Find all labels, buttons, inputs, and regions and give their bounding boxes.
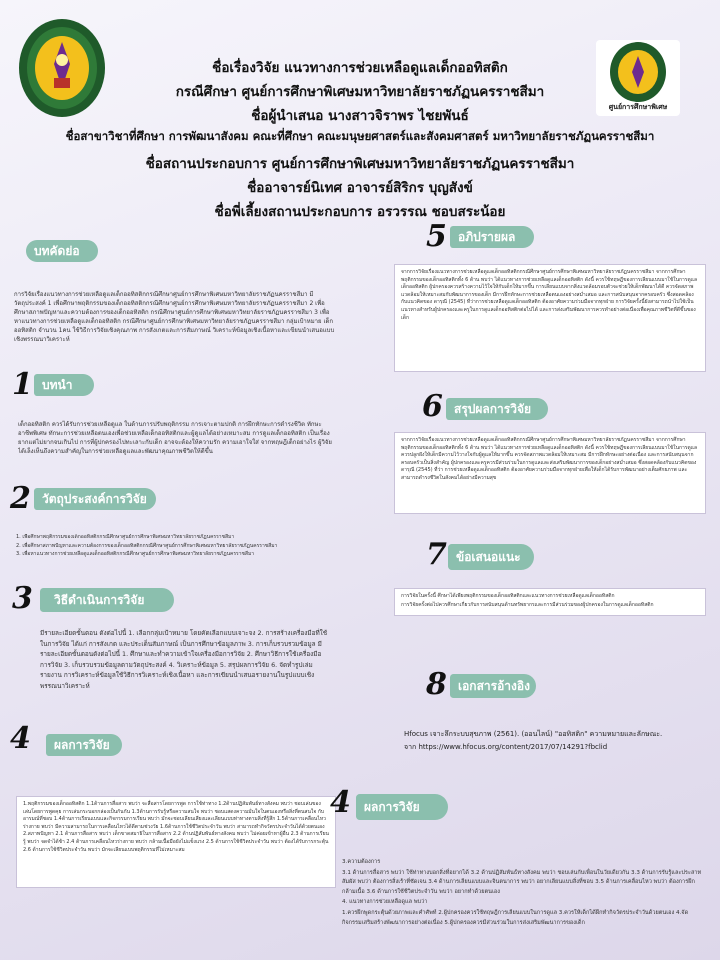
- conclusion-number: 6: [422, 389, 443, 424]
- recommendations-list: [394, 588, 706, 616]
- objective-item: 2. เพื่อศึกษาสภาพปัญหาและความต้องการของเด็กออทิสติกกรณีศึกษาศูนย์การศึกษาพิเศษมหาวิทยาลัยราชภัฏนครราชสีมา: [16, 542, 278, 549]
- results-right-heading: ผลการวิจัย: [356, 794, 448, 820]
- results-right-number: 4: [330, 785, 351, 820]
- mentor-line: ชื่อพี่เลี้ยงสถานประกอบการ อรวรรณ ชอบสระน้อย: [214, 204, 506, 220]
- conclusion-text: จากการวิจัยเรื่องแนวทางการช่วยเหลือดูแลเด็กออทิสติกกรณีศึกษาศูนย์การศึกษาพิเศษมหาวิทยาลัยราชภัฏนครราชสีมา จากการศึกษา พฤติกรรมของเด็กออทิสติกทั้ง 6 ด้าน พบว่า ได้แนวทางการช่วยเหลือดูแลเด็กออทิสติก ดังนี้ ควรใช้ทฤษฎีของการเลียนแบบมาใช้ในการดูแล ควรปลูกฝังให้เด็กมีความไว้วางใจกับผู้ดูแลให้มากขึ้น ควรจัดสภาพแวดล้อมให้เหมาะสม มีการฝึกทักษะอย่างต่อเนื่อง และการสนับสนุนจากครอบครัวเป็นสิ่งสำคัญ ผู้ปกครองและครูควรมีส่วนร่วมในการดูแลและส่งเสริมพัฒนาการของเด็กอย่างสม่ำเสมอ ซึ่งสอดคล้องกับแนวคิดของ ดารุณี (2545) ที่ว่า การช่วยเหลือดูแลเด็กออทิสติก ต้องอาศัยความร่วมมือจากทุกฝ่ายเพื่อให้เด็กได้รับการพัฒนาอย่างเต็มศักยภาพ และสามารถดำรงชีวิตในสังคมได้อย่างมีความสุข: [394, 432, 706, 514]
- objectives-list: [16, 534, 336, 568]
- references-heading: เอกสารอ้างอิง: [450, 674, 536, 698]
- recommendations-heading: ข้อเสนอแนะ: [448, 544, 534, 570]
- method-heading: วิธีดำเนินการวิจัย: [40, 588, 174, 612]
- field-of-study-line: ชื่อสาขาวิชาที่ศึกษา การพัฒนาสังคม คณะที่ศึกษา คณะมนุษยศาสตร์และสังคมศาสตร์ มหาวิทยาลัยราชภัฏนครราชสีมา: [65, 129, 655, 143]
- reference-line: Hfocus เจาะลึกระบบสุขภาพ (2561). (ออนไลน์) "ออทิสติก" ความหมายและลักษณะ.: [404, 730, 663, 738]
- results-left-heading: ผลการวิจัย: [46, 734, 122, 756]
- result-line: 3.1 ด้านการสื่อสาร พบว่า ใช้ท่าทางบอกสิ่งที่อยากได้ 3.2 ด้านปฏิสัมพันธ์ทางสังคม พบว่า ชอบเล่นกับเพื่อนในวัยเดียวกัน 3.3 ด้านการรับรู้และประสาทสัมผัส พบว่า ต้องการสิ่งเร้าที่ชัดเจน 3.4 ด้านการเลียนแบบและจินตนาการ พบว่า อยากเลียนแบบสิ่งที่ชอบ 3.5 ด้านการเคลื่อนไหว พบว่า ต้องการฝึกกล้ามเนื้อ 3.6 ด้านการใช้ชีวิตประจำวัน พบว่า อยากทำด้วยตนเอง: [342, 869, 702, 895]
- case-study-line: กรณีศึกษา ศูนย์การศึกษาพิเศษมหาวิทยาลัยราชภัฏนครราชสีมา: [175, 84, 545, 100]
- method-text: มีรายละเอียดขั้นตอน ดังต่อไปนี้ 1. เลือกกลุ่มเป้าหมาย โดยคัดเลือกแบบเจาะจง 2. การสร้างเครื่องมือที่ใช้ในการวิจัย ได้แก่ การสังเกต และประเด็นสัมภาษณ์ เป็นการศึกษาข้อมูลภาพ 3. การเก็บรวบรวมข้อมูล มีรายละเอียดขั้นตอนดังต่อไปนี้ 1. ศึกษาและทำความเข้าใจเครื่องมือการวิจัย 2. ศึกษาวิธีการใช้เครื่องมือการวิจัย 3. เก็บรวบรวมข้อมูลตามวัตถุประสงค์ 4. วิเคราะห์ข้อมูล 5. สรุปผลการวิจัย 6. จัดทำรูปเล่มรายงาน การวิเคราะห์ข้อมูลใช้วิธีการวิเคราะห์เชิงเนื้อหา และการเขียนนำเสนอรายงานในรูปแบบเชิงพรรณนาวิเคราะห์: [40, 629, 328, 690]
- discussion-number: 5: [426, 219, 447, 254]
- objective-item: 3. เพื่อหาแนวทางการช่วยเหลือดูแลเด็กออทิสติกกรณีศึกษาศูนย์การศึกษาพิเศษมหาวิทยาลัยราชภัฏนครราชสีมา: [16, 551, 255, 558]
- recommendations-number: 7: [426, 537, 447, 572]
- result-line: 1.ควรฝึกพูดกระตุ้นด้วยภาพและคำศัพท์ 2.ผู้ปกครองควรใช้ทฤษฎีการเลียนแบบในการดูแล 3.ควรให้เด็กได้ฝึกทำกิจวัตรประจำวันด้วยตนเอง 4.จัดกิจกรรมเสริมสร้างพัฒนาการอย่างต่อเนื่อง 5.ผู้ปกครองควรมีส่วนร่วมในการส่งเสริมพัฒนาการของเด็ก: [342, 909, 689, 926]
- references-list: [404, 728, 704, 764]
- results-right-text: [342, 858, 704, 946]
- objectives-heading: วัตถุประสงค์การวิจัย: [34, 488, 156, 510]
- result-line: 4. แนวทางการช่วยเหลือดูแล พบว่า: [342, 899, 428, 906]
- references-number: 8: [426, 667, 447, 702]
- advisor-line: ชื่ออาจารย์นิเทศ อาจารย์สิริกร บุญสังข์: [247, 180, 473, 196]
- abstract-text: การวิจัยเรื่องแนวทางการช่วยเหลือดูแลเด็กออทิสติกกรณีศึกษาศูนย์การศึกษาพิเศษมหาวิทยาลัยราชภัฏนครราชสีมา มีวัตถุประสงค์ 1 เพื่อศึกษาพฤติกรรมของเด็กออทิสติกกรณีศึกษาศูนย์การศึกษาพิเศษมหาวิทยาลัยราชภัฏนครราชสีมา 2 เพื่อศึกษาสภาพปัญหาและความต้องการของเด็กออทิสติก กรณีศึกษาศูนย์การศึกษาพิเศษมหาวิทยาลัยราชภัฏนครราชสีมา 3 เพื่อหาแนวทางการช่วยเหลือดูแลเด็กออทิสติก กรณีศึกษาศูนย์การศึกษาพิเศษมหาวิทยาลัยราชภัฏนครราชสีมา กลุ่มเป้าหมาย เด็กออทิสติก จำนวน 1คน ใช้วิธีการวิจัยเชิงคุณภาพ การสังเกตและการสัมภาษณ์ วิเคราะห์ข้อมูลเชิงเนื้อหาและเขียนนำเสนอแบบเชิงพรรณนาวิเคราะห์: [14, 291, 335, 343]
- results-left-number: 4: [10, 721, 31, 756]
- workplace-line: ชื่อสถานประกอบการ ศูนย์การศึกษาพิเศษมหาวิทยาลัยราชภัฏนครราชสีมา: [145, 156, 575, 172]
- intro-heading: บทนำ: [34, 374, 94, 396]
- presenter-line: ชื่อผู้นำเสนอ นางสาวจิราพร ไชยพันธ์: [251, 108, 469, 124]
- results-left-text: 1.พฤติกรรมของเด็กออทิสติก 1.1ด้านการสื่อสาร พบว่า จะสื่อสารโดยการพูด การใช้ท่าทาง 1.2ด้านปฏิสัมพันธ์ทางสังคม พบว่า ชอบเล่นของเล่นโดยการพูดคุย การเล่นกระบอกกล่องเป็นกันกัน 1.3ด้านการรับรู้หรือความสนใจ พบว่า ชอบแสดงความมั่นใจในตนเองหรือสิ่งที่ตนสนใจ กับอารมณ์ที่ชอบ 1.4ด้านการเรียนแบบและกิจกรรมการเรียน พบว่า มักจะชอบเลียนเสียงและเลียนแบบท่าทางตามสิ่งที่รู้สึก 1.5ด้านการเคลื่อนไหวร่างกาย พบว่า มีความสามารถในการเคลื่อนไหวได้ดีตามช่วงวัย 1.6ด้านการใช้ชีวิตประจำวัน พบว่า สามารถทำกิจวัตรประจำวันได้ด้วยตนเอง 2.สภาพปัญหา 2.1 ด้านการสื่อสาร พบว่า เด็กขาดสมาธิในการสื่อสาร 2.2 ด้านปฏิสัมพันธ์ทางสังคม พบว่า ไม่ค่อยเข้าหาผู้อื่น 2.3 ด้านการเรียนรู้ พบว่า จดจำได้ช้า 2.4 ด้านการเคลื่อนไหวร่างกาย พบว่า กล้ามเนื้อมือยังไม่แข็งแรง 2.5 ด้านการใช้ชีวิตประจำวัน พบว่า ต้องได้รับการกระตุ้น 2.6 ด้านการใช้ชีวิตประจำวัน พบว่า มักจะเลียนแบบพฤติกรรมที่ไม่เหมาะสม: [16, 796, 336, 888]
- objective-item: 1. เพื่อศึกษาพฤติกรรมของเด็กออทิสติกกรณีศึกษาศูนย์การศึกษาพิเศษมหาวิทยาลัยราชภัฏนครราชสีมา: [16, 534, 235, 540]
- objectives-number: 2: [10, 481, 31, 516]
- method-number: 3: [12, 581, 33, 616]
- result-line: 3.ความต้องการ: [342, 859, 381, 865]
- abstract-heading: บทคัดย่อ: [26, 240, 98, 262]
- discussion-heading: อภิปรายผล: [450, 226, 534, 248]
- discussion-text: จากการวิจัยเรื่องแนวทางการช่วยเหลือดูแลเด็กออทิสติกกรณีศึกษาศูนย์การศึกษาพิเศษมหาวิทยาลัยราชภัฏนครราชสีมา จากการศึกษาพฤติกรรมของเด็กออทิสติกทั้ง 6 ด้าน พบว่า ได้แนวทางการช่วยเหลือดูแลเด็กออทิสติก ดังนี้ ควรใช้ทฤษฎีของการเลียนแบบมาใช้ในการดูแลเด็กออทิสติก ผู้ปกครองควรสร้างความไว้ใจให้กับเด็กให้มากขึ้น การเลียนแบบจากสิ่งแวดล้อมรอบตัวจะช่วยให้เด็กพัฒนาได้ดี ควรจัดสภาพแวดล้อมให้เหมาะสมกับพัฒนาการของเด็ก มีการฝึกทักษะการช่วยเหลือตนเองอย่างสม่ำเสมอ และการสนับสนุนจากครอบครัว ซึ่งสอดคล้องกับแนวคิดของ ดารุณี (2545) ที่ว่าการช่วยเหลือดูแลเด็กออทิสติก ต้องอาศัยความร่วมมือจากทุกฝ่าย การวิจัยครั้งนี้ยังสามารถนำไปใช้เป็นแนวทางสำหรับผู้ปกครองและครูในการดูแลเด็กออทิสติกต่อไปได้ และการส่งเสริมพัฒนาการควรทำอย่างต่อเนื่องเพื่อคุณภาพชีวิตที่ดีขึ้นของเด็ก: [394, 264, 706, 372]
- reference-url: จาก https://www.hfocus.org/content/2017/07/14291?fbclid: [404, 743, 608, 751]
- conclusion-heading: สรุปผลการวิจัย: [446, 398, 548, 420]
- recommendation-item: การวิจัยครั้งต่อไปควรศึกษาเกี่ยวกับการสนับสนุนด้านทรัพยากรและการมีส่วนร่วมของผู้ปกครองในการดูแลเด็กออทิสติก: [401, 601, 654, 608]
- center-logo-text: ศูนย์การศึกษาพิเศษ: [608, 103, 668, 111]
- recommendation-item: การวิจัยในครั้งนี้ ศึกษาได้เพียงพฤติกรรมของเด็กออทิสติกและแนวทางการช่วยเหลือดูแลเด็กออทิสติก: [401, 593, 615, 599]
- intro-number: 1: [12, 367, 33, 402]
- research-title: ชื่อเรื่องวิจัย แนวทางการช่วยเหลือดูแลเด็กออทิสติก: [212, 60, 508, 76]
- intro-text: เด็กออทิสติก ควรได้รับการช่วยเหลือดูแล ในด้านการปรับพฤติกรรม การเจาะตามปกติ การฝึกทักษะการดำรงชีวิต ทักษะอาชีพพิเศษ ทักษะการช่วยเหลือตนเองเพื่อช่วยเหลือเด็กออทิสติกและผู้ดูแลได้อย่างเหมาะสม การดูแลเด็กออทิสติก เป็นเรื่องยากแต่ไม่ยากจนเกินไป การที่ผู้ปกครองไปทะเลาะกับเด็ก อาจจะต้องให้ความรัก ความเอาใจใส่ จากทฤษฎีเด็กอย่างไร ผู้วิจัยได้เล็งเห็นถึงความสำคัญในการช่วยเหลือดูแลและพัฒนาคุณภาพชีวิตให้ดีขึ้น: [18, 421, 332, 455]
